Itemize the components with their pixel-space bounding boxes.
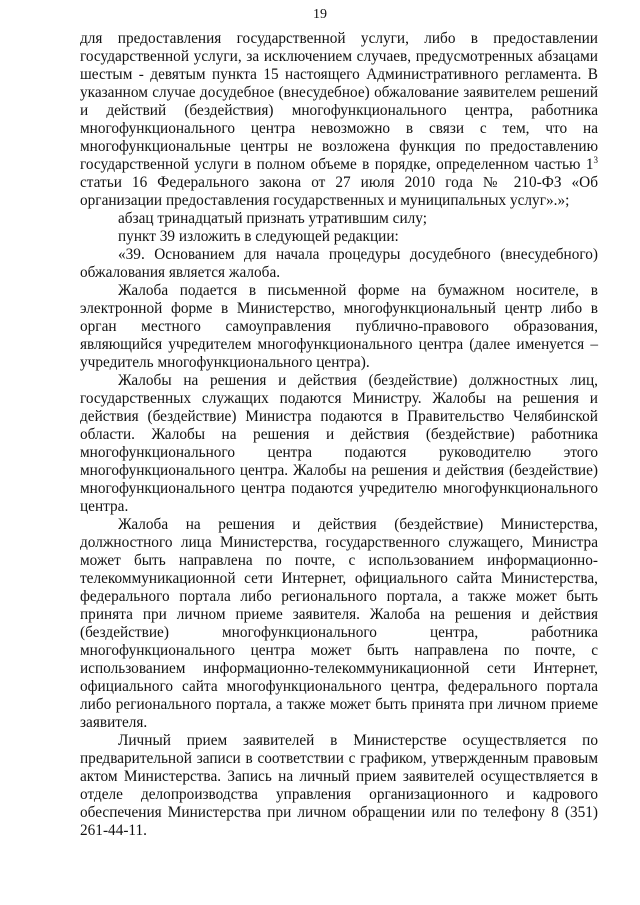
paragraph-1 [80, 30, 598, 210]
paragraph-1-superscript: 3 [593, 154, 598, 165]
paragraph-6: Жалобы на решения и действия (бездействие) должностных лиц, государственных служащих подаются Министру. Жалобы на решения и действия (бездействие) Министра подаются в Правительство Челябинской области. Жалобы на решения и действия (бездействие) работника многофункционального центра подаются руководителю этого многофункционального центра. Жалобы на решения и действия (бездействие) многофункционального центра подаются учредителю многофункционального центра. [80, 372, 598, 515]
paragraph-8: Личный прием заявителей в Министерстве осуществляется по предварительной записи в соответствии с графиком, утвержденным правовым актом Министерства. Запись на личный прием заявителей осуществляется в отделе делопроизводства управления организационного и кадрового обеспечения Министерства при личном обращении или по телефону 8 (351) 261-44-11. [80, 732, 598, 839]
paragraph-3: пункт 39 изложить в следующей редакции: [118, 228, 399, 245]
paragraph-2: абзац тринадцатый признать утратившим силу; [118, 210, 427, 227]
page-number: 19 [313, 7, 327, 22]
paragraph-4: «39. Основанием для начала процедуры досудебного (внесудебного) обжалования является жалоба. [80, 246, 598, 281]
paragraph-1-text: для предоставления государственной услуги, либо в предоставлении государственной услуги, за исключением случаев, предусмотренных абзацами шестым - девятым пункта 15 настоящего Административного регламента. В указанном случае досудебное (внесудебное) обжалование заявителем решений и действий (бездействия) многофункционального центра, работника многофункционального центра невозможно в связи с тем, что на многофункциональные центры не возложена функция по предоставлению государственной услуги в полном объеме в порядке, определенном частью 1 [80, 30, 598, 173]
text-body [80, 30, 598, 840]
paragraph-1-tail: статьи 16 Федерального закона от 27 июля 2010 года № 210-ФЗ «Об организации предоставления государственных и муниципальных услуг».»; [80, 174, 598, 209]
paragraph-5: Жалоба подается в письменной форме на бумажном носителе, в электронной форме в Министерство, многофункциональный центр либо в орган местного самоуправления публично-правового образования, являющийся учредителем многофункционального центра (далее именуется – учредитель многофункционального центра). [80, 282, 598, 371]
paragraph-7: Жалоба на решения и действия (бездействие) Министерства, должностного лица Министерства, государственного служащего, Министра может быть направлена по почте, с использованием информационно-телекоммуникационной сети Интернет, официального сайта Министерства, федерального портала либо регионального портала, а также может быть принята при личном приеме заявителя. Жалоба на решения и действия (бездействие) многофункционального центра, работника многофункционального центра может быть направлена по почте, с использованием информационно-телекоммуникационной сети Интернет, официального сайта многофункционального центра, федерального портала либо регионального портала, а также может быть принята при личном приеме заявителя. [80, 516, 598, 731]
